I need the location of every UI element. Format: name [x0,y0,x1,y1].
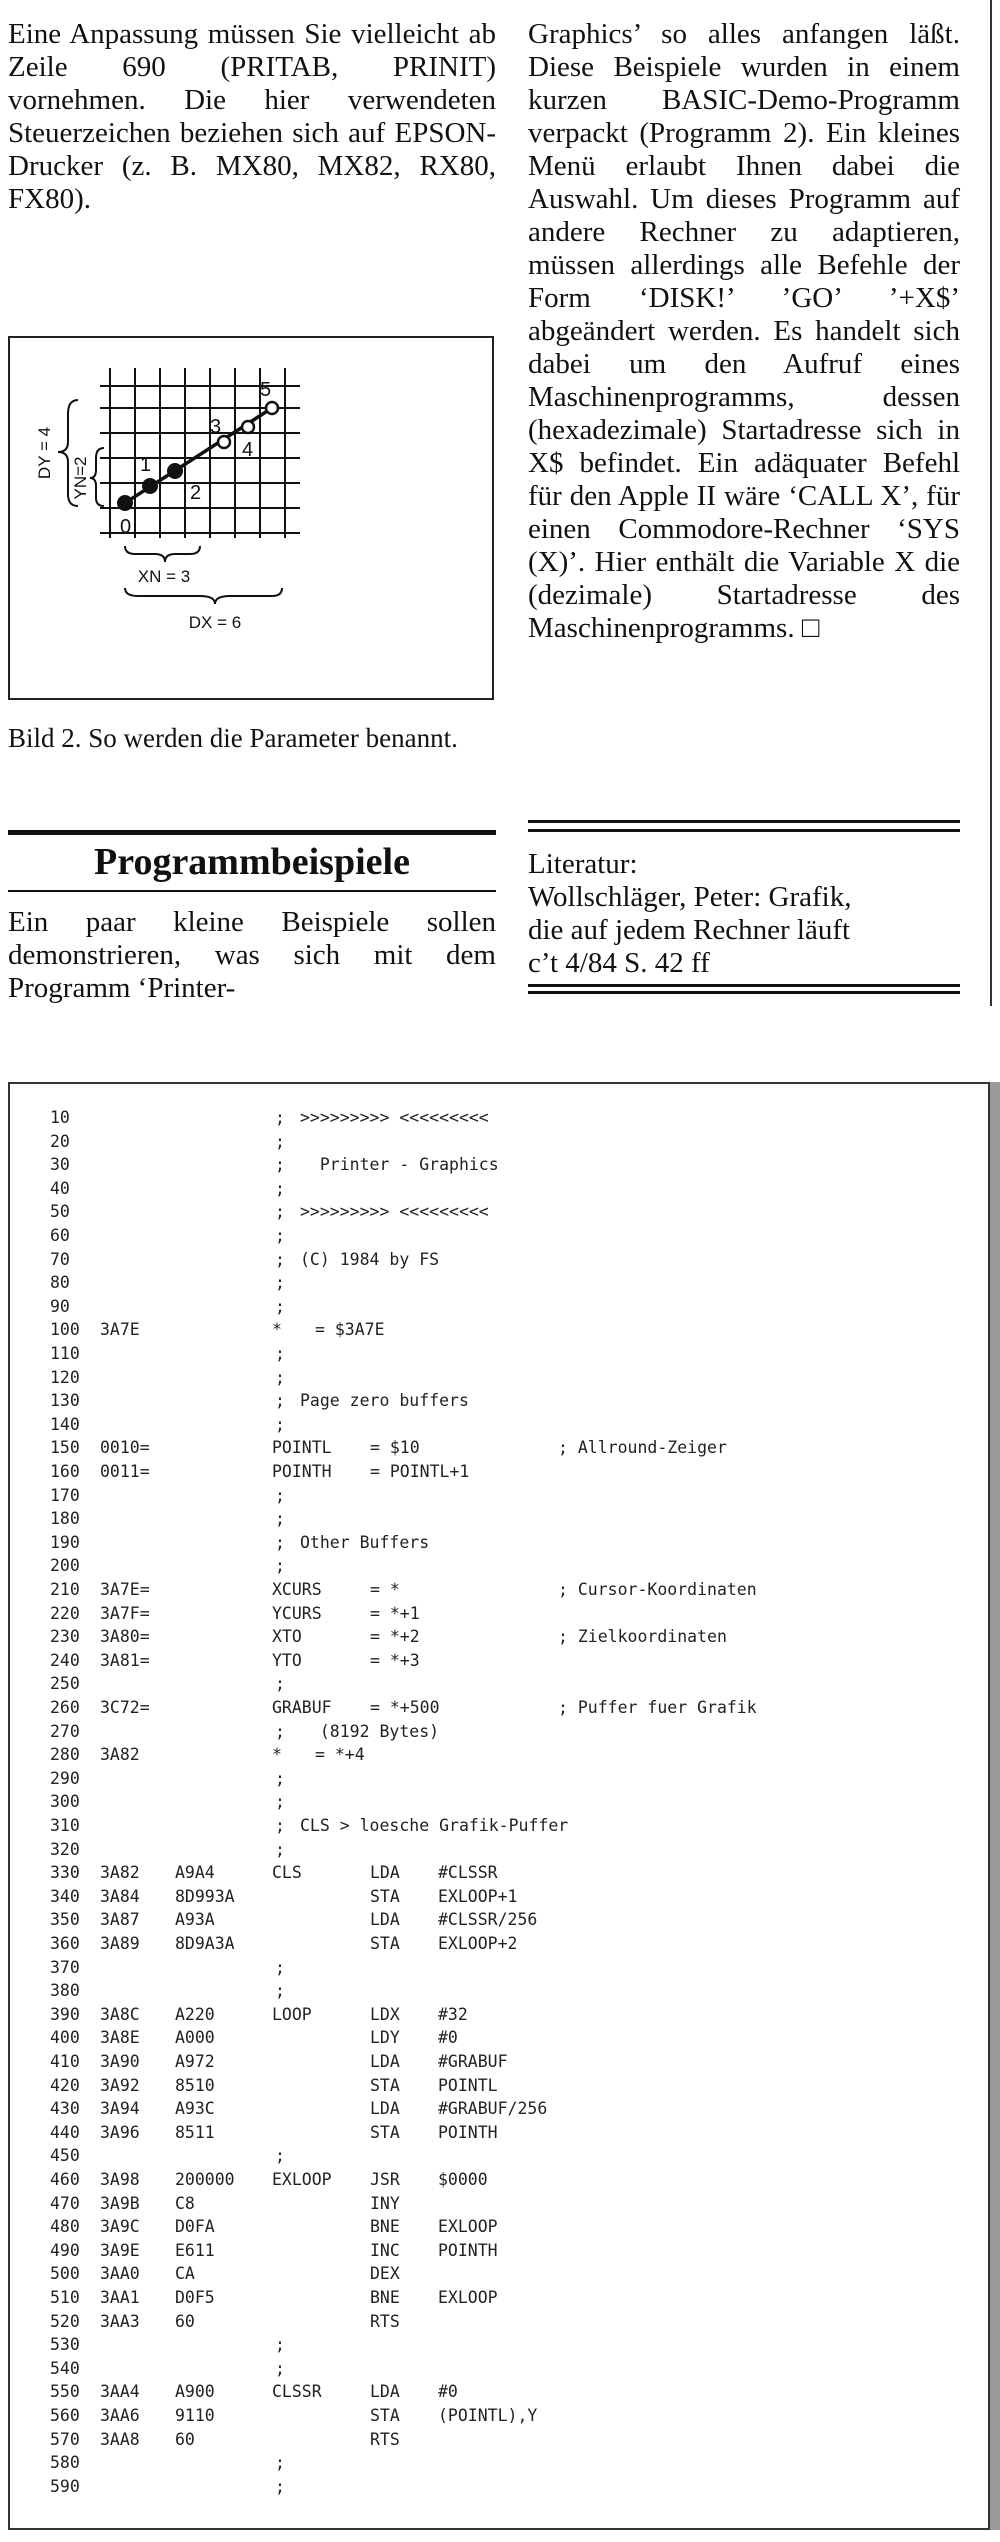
listing-address: 3A7F= [100,1603,150,1623]
listing-operand: POINTH [438,2240,498,2260]
listing-mnemonic: ; [275,1391,285,1411]
listing-mnemonic: ; [275,1226,285,1245]
lit-rule-top-2 [528,829,960,832]
listing-object-code: A000 [175,2028,215,2048]
listing-object-code: D0FA [175,2217,215,2237]
listing-line-number: 390 [50,2004,80,2024]
listing-operand: (POINTL),Y [438,2406,538,2425]
listing-asm-label: XTO [272,1627,302,1647]
listing-mnemonic: = *+1 [370,1603,420,1623]
listing-mnemonic: ; [275,1367,285,1387]
listing-asm-label: YTO [272,1650,302,1670]
listing-mnemonic: ; [275,1981,285,2001]
listing-object-code: A220 [175,2004,215,2024]
point-1-marker [142,478,158,494]
listing-asm-label: POINTL [272,1438,332,1458]
parameter-figure [8,336,494,700]
point-2-marker [167,463,183,479]
listing-line-number: 200 [50,1556,80,1576]
section-heading: Programmbeispiele [94,841,410,883]
listing-line-number: 150 [50,1438,80,1458]
listing-line-number: 550 [50,2382,80,2402]
listing-mnemonic: JSR [370,2170,400,2189]
listing-mnemonic: ; [275,2476,285,2496]
listing-object-code: D0F5 [175,2288,215,2307]
lit-rule-top-1 [528,820,960,823]
listing-line-number: 350 [50,1910,80,1930]
listing-line-number: 360 [50,1934,80,1953]
listing-mnemonic: BNE [370,2288,400,2307]
xn-label: XN = 3 [137,567,191,586]
paragraph-continued: Graphics’ so alles anfangen läßt. Diese Beispiele wurden in einem kurzen BASIC-Demo-Programm verpackt (Programm 2). Ein kleines Menü erlaubt Ihnen dabei die Auswahl. Um dieses Programm auf andere Rechner zu adaptieren, müssen allerdings alle Befehle der Form ‘DISK!’ ’GO’ ’+X$’ abgeändert werden. Es handelt sich dabei um den Aufruf eines Maschinenprogramms, dessen (hexadezimale) Startadresse sich in X$ befindet. Ein adäquater Befehl für den Apple II wäre ‘CALL X’, für einen Commodore-Rechner ‘SYS (X)’. Hier enthält die Variable X die (dezimale) Startadresse des Maschinenprogramms. □ [528,18,960,644]
listing-line-number: 50 [50,1202,70,1222]
listing-mnemonic: LDA [370,2099,400,2119]
listing-comment: Page zero buffers [300,1391,469,1411]
listing-line-number: 220 [50,1603,80,1623]
figure-caption: Bild 2. So werden die Parameter benannt. [8,723,458,753]
listing-line-number: 510 [50,2288,80,2307]
listing-mnemonic: ; [275,1178,285,1198]
listing-address: 3AA0 [100,2264,140,2284]
listing-comment: (C) 1984 by FS [300,1249,440,1269]
listing-address: 3A8C [100,2004,140,2024]
listing-line-number: 90 [50,1296,70,1316]
listing-address: 3AA1 [100,2288,140,2307]
listing-mnemonic: = *+500 [370,1698,440,1717]
lit-rule-bottom-1 [528,984,960,987]
listing-line-number: 490 [50,2240,80,2260]
listing-line-number: 20 [50,1131,70,1151]
lit-rule-bottom-2 [528,991,960,994]
listing-address: 3A82 [100,1863,140,1883]
listing-address: 3A82 [100,1745,140,1765]
listing-address: 3AA6 [100,2406,140,2425]
literature-line-2: die auf jedem Rechner läuft [528,914,851,946]
listing-object-code: A900 [175,2382,215,2402]
listing-mnemonic: ; [275,2358,285,2378]
point-label-1: 1 [140,454,152,476]
listing-object-code: 60 [175,2311,195,2331]
listing-line-number: 80 [50,1273,70,1293]
listing-line-number: 240 [50,1650,80,1670]
literature-block [528,848,960,980]
listing-operand: POINTL [438,2075,498,2095]
listing-mnemonic: ; [275,1792,285,1812]
listing-line-number: 480 [50,2217,80,2237]
listing-mnemonic: DEX [370,2264,400,2284]
listing-mnemonic: STA [370,2075,400,2095]
listing-operand: EXLOOP [438,2288,498,2307]
listing-mnemonic: ; [275,1296,285,1316]
listing-mnemonic: LDX [370,2004,400,2024]
listing-line-number: 30 [50,1155,70,1175]
listing-mnemonic: RTS [370,2429,400,2449]
listing-operand: = *+4 [315,1745,365,1765]
listing-address: 3A89 [100,1934,140,1953]
listing-line-number: 400 [50,2028,80,2048]
point-5-marker [266,402,278,414]
listing-mnemonic: ; [275,1768,285,1788]
listing-address: 3A81= [100,1650,150,1670]
listing-mnemonic: RTS [370,2311,400,2331]
listing-comment: (8192 Bytes) [300,1721,440,1741]
listing-mnemonic: ; [275,2335,285,2355]
listing-comment: Printer - Graphics [300,1155,499,1175]
listing-address: 3A9B [100,2193,140,2213]
listing-line-number: 100 [50,1320,80,1340]
listing-line-number: 340 [50,1886,80,1906]
listing-line-number: 120 [50,1367,80,1387]
listing-mnemonic: = * [370,1580,400,1599]
listing-asm-label: CLS [272,1863,302,1883]
literature-heading: Literatur: [528,848,638,880]
listing-object-code: A93A [175,1910,215,1930]
listing-comment: ; Allround-Zeiger [558,1438,727,1458]
listing-comment: ; Cursor-Koordinaten [558,1580,757,1599]
listing-address: 3A84 [100,1886,140,1906]
listing-mnemonic: ; [275,1721,285,1741]
listing-mnemonic: = *+2 [370,1627,420,1647]
listing-mnemonic: ; [275,1202,285,1222]
listing-mnemonic: ; [275,1485,285,1505]
dy-label: DY = 4 [35,426,54,480]
listing-operand: #0 [438,2382,458,2402]
listing-address: 0010= [100,1438,150,1458]
listing-line-number: 280 [50,1745,80,1765]
listing-address: 3A7E= [100,1580,150,1599]
listing-mnemonic: ; [275,1839,285,1859]
listing-object-code: 60 [175,2429,195,2449]
listing-line-number: 60 [50,1226,70,1245]
yn-label: YN=2 [71,456,90,500]
listing-line-number: 470 [50,2193,80,2213]
listing-address: 3A87 [100,1910,140,1930]
listing-line-number: 160 [50,1462,80,1481]
listing-object-code: E611 [175,2240,215,2260]
point-4-marker [242,421,254,433]
listing-mnemonic: ; [275,1414,285,1434]
listing-operand: EXLOOP+1 [438,1886,518,1906]
listing-line-number: 300 [50,1792,80,1812]
listing-operand: #32 [438,2004,468,2024]
listing-operand: EXLOOP [438,2217,498,2237]
listing-address: 3A80= [100,1627,150,1647]
point-label-4: 4 [242,439,254,461]
listing-mnemonic: ; [275,2453,285,2473]
listing-line-number: 430 [50,2099,80,2119]
listing-object-code: C8 [175,2193,195,2213]
listing-line-number: 180 [50,1509,80,1529]
listing-address: 3AA4 [100,2382,140,2402]
literature-line-3: c’t 4/84 S. 42 ff [528,947,710,979]
listing-address: 3AA8 [100,2429,140,2449]
listing-mnemonic: BNE [370,2217,400,2237]
listing-mnemonic: STA [370,2406,400,2425]
listing-line-number: 500 [50,2264,80,2284]
listing-line-number: 250 [50,1674,80,1694]
listing-asm-label: * [272,1745,282,1765]
listing-address: 3A9E [100,2240,140,2260]
listing-operand: #CLSSR/256 [438,1910,538,1930]
listing-object-code: A972 [175,2052,215,2071]
listing-comment: >>>>>>>>> <<<<<<<<< [300,1108,489,1127]
listing-asm-label: POINTH [272,1462,332,1481]
listing-line-number: 170 [50,1485,80,1505]
listing-object-code: 200000 [175,2170,235,2189]
listing-asm-label: EXLOOP [272,2170,332,2189]
listing-line-number: 590 [50,2476,80,2496]
listing-address: 3A8E [100,2028,140,2048]
listing-mnemonic: STA [370,1886,400,1906]
listing-mnemonic: INY [370,2193,400,2213]
listing-object-code: 8511 [175,2122,215,2142]
listing-line-number: 140 [50,1414,80,1434]
listing-mnemonic: ; [275,1155,285,1175]
listing-mnemonic: ; [275,1273,285,1293]
listing-line-number: 380 [50,1981,80,2001]
listing-address: 3A7E [100,1320,140,1340]
point-label-3: 3 [210,416,222,438]
listing-line-number: 130 [50,1391,80,1411]
listing-operand: #GRABUF [438,2052,508,2071]
listing-line-number: 290 [50,1768,80,1788]
listing-line-number: 530 [50,2335,80,2355]
listing-mnemonic: ; [275,1509,285,1529]
point-label-2: 2 [190,482,202,504]
listing-comment: Other Buffers [300,1532,430,1552]
listing-line-number: 520 [50,2311,80,2331]
listing-line-number: 40 [50,1178,70,1198]
listing-address: 3A9C [100,2217,140,2237]
point-0-marker [117,495,133,511]
heading-rule-bottom [8,890,496,892]
listing-object-code: A9A4 [175,1863,215,1883]
listing-comment: ; Zielkoordinaten [558,1627,727,1647]
listing-line-number: 540 [50,2358,80,2378]
listing-line-number: 460 [50,2170,80,2189]
listing-object-code: CA [175,2264,195,2284]
listing-asm-label: CLSSR [272,2382,322,2402]
listing-mnemonic: ; [275,1816,285,1835]
listing-comment: CLS > loesche Grafik-Puffer [300,1816,569,1835]
listing-object-code: 9110 [175,2406,215,2425]
listing-line [10,2467,970,2507]
listing-line-number: 560 [50,2406,80,2425]
listing-line-number: 190 [50,1532,80,1552]
listing-address: 0011= [100,1462,150,1481]
listing-comment: ; Puffer fuer Grafik [558,1698,757,1717]
dx-label: DX = 6 [188,613,242,632]
listing-address: 3A90 [100,2052,140,2071]
listing-asm-label: LOOP [272,2004,312,2024]
listing-operand: #GRABUF/256 [438,2099,548,2119]
paragraph-intro: Eine Anpassung müssen Sie vielleicht ab Zeile 690 (PRITAB, PRINIT) vornehmen. Die hier verwendeten Steuerzeichen beziehen sich auf EPSON-Drucker (z. B. MX80, MX82, RX80, FX80). [8,18,496,215]
point-label-5: 5 [260,379,272,401]
left-column-text [8,18,496,216]
listing-line-number: 330 [50,1863,80,1883]
listing-mnemonic: STA [370,2122,400,2142]
program-listing [8,1082,990,2530]
listing-mnemonic: ; [275,1957,285,1977]
listing-mnemonic: ; [275,1249,285,1269]
listing-line-number: 260 [50,1698,80,1717]
listing-asm-label: GRABUF [272,1698,332,1717]
listing-line-number: 580 [50,2453,80,2473]
listing-address: 3A98 [100,2170,140,2189]
listing-operand: POINTH [438,2122,498,2142]
listing-mnemonic: ; [275,1344,285,1363]
listing-object-code: 8D9A3A [175,1934,235,1953]
listing-operand: $0000 [438,2170,488,2189]
listing-address: 3AA3 [100,2311,140,2331]
listing-mnemonic: LDA [370,2052,400,2071]
listing-mnemonic: = $10 [370,1438,420,1458]
listing-asm-label: XCURS [272,1580,322,1599]
listing-line-number: 310 [50,1816,80,1835]
section-body: Ein paar kleine Beispiele sollen demonstrieren, was sich mit dem Programm ‘Printer- [8,906,496,1004]
listing-mnemonic: ; [275,1674,285,1694]
listing-address: 3A92 [100,2075,140,2095]
listing-line-number: 450 [50,2146,80,2166]
listing-object-code: 8510 [175,2075,215,2095]
listing-object-code: A93C [175,2099,215,2119]
listing-address: 3A96 [100,2122,140,2142]
listing-line-number: 570 [50,2429,80,2449]
listing-address: 3A94 [100,2099,140,2119]
listing-line-number: 320 [50,1839,80,1859]
right-column-text [528,18,960,645]
point-label-0: 0 [120,516,132,538]
listing-mnemonic: LDA [370,2382,400,2402]
listing-operand: #CLSSR [438,1863,498,1883]
listing-mnemonic: STA [370,1934,400,1953]
listing-asm-label: * [272,1320,282,1340]
listing-mnemonic: = *+3 [370,1650,420,1670]
listing-comment: >>>>>>>>> <<<<<<<<< [300,1202,489,1222]
listing-mnemonic: ; [275,1131,285,1151]
literature-line-1: Wollschläger, Peter: Grafik, [528,881,852,913]
listing-line-number: 230 [50,1627,80,1647]
listing-operand: EXLOOP+2 [438,1934,518,1953]
listing-mnemonic: INC [370,2240,400,2260]
listing-operand: #0 [438,2028,458,2048]
listing-mnemonic: LDA [370,1910,400,1930]
listing-mnemonic: LDY [370,2028,400,2048]
listing-mnemonic: LDA [370,1863,400,1883]
heading-rule-top [8,830,496,835]
listing-line-number: 440 [50,2122,80,2142]
listing-mnemonic: ; [275,2146,285,2166]
listing-mnemonic: ; [275,1556,285,1576]
listing-mnemonic: = POINTL+1 [370,1462,470,1481]
listing-line-number: 410 [50,2052,80,2071]
listing-asm-label: YCURS [272,1603,322,1623]
listing-line-number: 270 [50,1721,80,1741]
listing-address: 3C72= [100,1698,150,1717]
listing-line-number: 110 [50,1344,80,1363]
listing-mnemonic: ; [275,1108,285,1127]
page-margin-line [990,0,992,1006]
listing-operand: = $3A7E [315,1320,385,1340]
listing-line-number: 10 [50,1108,70,1127]
listing-line-number: 420 [50,2075,80,2095]
parameter-diagram [10,338,492,698]
listing-line-number: 370 [50,1957,80,1977]
listing-mnemonic: ; [275,1532,285,1552]
listing-line-number: 70 [50,1249,70,1269]
listing-object-code: 8D993A [175,1886,235,1906]
listing-line-number: 210 [50,1580,80,1599]
